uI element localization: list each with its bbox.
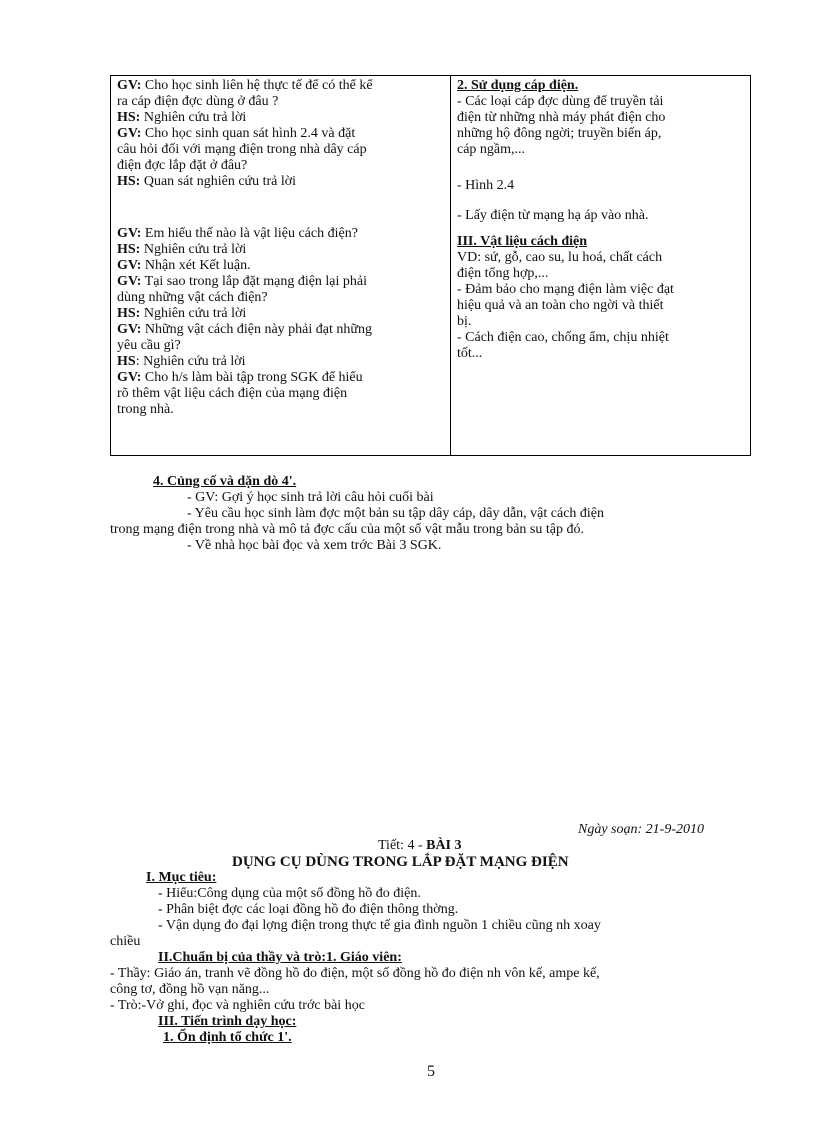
table-line: tốt... <box>457 346 483 361</box>
table-line: HS: Nghiên cứu trả lời <box>117 110 247 125</box>
table-line: câu hỏi đối với mạng điện trong nhà dây cáp <box>117 142 367 157</box>
table-line: GV: Cho học sinh quan sát hình 2.4 và đặt <box>117 126 356 141</box>
table-line: HS: Nghiên cứu trả lời <box>117 354 246 369</box>
table-line: HS: Quan sát nghiên cứu trả lời <box>117 174 297 189</box>
table-line: ra cáp điện đợc dùng ở đâu ? <box>117 94 279 109</box>
objective-item: chiều <box>110 934 141 949</box>
table-left-column <box>117 78 445 418</box>
lesson-number: Tiết: 4 - BÀI 3 <box>378 838 462 853</box>
table-line: hiệu quả và an toàn cho ngời và thiết <box>457 298 664 313</box>
table-line: điện tổng hợp,... <box>457 266 549 281</box>
section4-line: - Yêu cầu học sinh làm đợc một bản su tập dây cáp, dây dẫn, vật cách điện <box>187 506 605 521</box>
table-line: bị. <box>457 314 472 329</box>
table-line: điện đợc lắp đặt ở đâu? <box>117 158 248 173</box>
lesson-title: DỤNG CỤ DÙNG TRONG LẮP ĐẶT MẠNG ĐIỆN <box>232 854 569 870</box>
section-heading: 2. Sử dụng cáp điện. <box>457 78 579 93</box>
section4-line: - Về nhà học bài đọc và xem trớc Bài 3 SGK. <box>187 538 442 553</box>
table-line: GV: Cho học sinh liên hệ thực tế để có thể kể <box>117 78 373 93</box>
table-line: VD: sứ, gỗ, cao su, lu hoá, chất cách <box>457 250 663 265</box>
objective-item: - Phân biệt đợc các loại đồng hồ đo điện thông thờng. <box>158 902 459 917</box>
table-line: - Cách điện cao, chống ẩm, chịu nhiệt <box>457 330 669 345</box>
table-line: rõ thêm vật liệu cách điện của mạng điện <box>117 386 348 401</box>
process-heading: III. Tiến trình dạy học: <box>158 1014 297 1029</box>
objective-item: - Hiểu:Công dụng của một số đồng hồ đo điện. <box>158 886 421 901</box>
lesson-table <box>110 75 751 456</box>
section4-line: - GV: Gợi ý học sinh trả lời câu hỏi cuối bài <box>187 490 434 505</box>
table-line: - Lấy điện từ mạng hạ áp vào nhà. <box>457 208 649 223</box>
prep-date: Ngày soạn: 21-9-2010 <box>578 822 704 837</box>
table-line: GV: Những vật cách điện này phải đạt những <box>117 322 372 337</box>
table-right-column <box>457 78 747 362</box>
table-line: HS: Nghiên cứu trả lời <box>117 242 247 257</box>
table-line: GV: Cho h/s làm bài tập trong SGK để hiểu <box>117 370 363 385</box>
table-line: GV: Tại sao trong lắp đặt mạng điện lại phải <box>117 274 368 289</box>
section-heading: III. Vật liệu cách điện <box>457 234 588 249</box>
table-line: HS: Nghiên cứu trả lời <box>117 306 247 321</box>
section4-heading: 4. Củng cố và dặn dò 4'. <box>153 474 297 489</box>
page-number: 5 <box>427 1063 435 1080</box>
table-line: GV: Nhận xét Kết luận. <box>117 258 251 273</box>
preparation-item: - Trò:-Vở ghi, đọc và nghiên cứu trớc bài học <box>110 998 365 1013</box>
table-line: những hộ đông ngời; truyền biến áp, <box>457 126 662 141</box>
table-divider <box>450 76 451 455</box>
table-line: - Hình 2.4 <box>457 178 515 193</box>
table-line: - Đảm bảo cho mạng điện làm việc đạt <box>457 282 674 297</box>
table-line: - Các loại cáp đợc dùng để truyền tải <box>457 94 664 109</box>
table-line: cáp ngầm,... <box>457 142 526 157</box>
table-line: yêu cầu gì? <box>117 338 181 353</box>
table-line: trong nhà. <box>117 402 174 417</box>
preparation-heading: II.Chuẩn bị của thầy và trò:1. Giáo viên: <box>158 950 402 965</box>
preparation-item: - Thầy: Giáo án, tranh vẽ đồng hồ đo điện, một số đồng hồ đo điện nh vôn kế, ampe kế, <box>110 966 600 981</box>
preparation-item: công tơ, đồng hồ vạn năng... <box>110 982 270 997</box>
table-line: dùng những vật cách điện? <box>117 290 268 305</box>
table-line: GV: Em hiểu thế nào là vật liệu cách điện? <box>117 226 358 241</box>
table-line: điện từ những nhà máy phát điện cho <box>457 110 666 125</box>
objective-item: - Vận dụng đo đại lợng điện trong thực tế gia đình nguồn 1 chiều cũng nh xoay <box>158 918 601 933</box>
objectives-heading: I. Mục tiêu: <box>146 870 217 885</box>
organization-heading: 1. Ổn định tổ chức 1'. <box>163 1030 292 1045</box>
section4-line: trong mạng điện trong nhà và mô tả đợc cấu của một số vật mẫu trong bản su tập đó. <box>110 522 584 537</box>
